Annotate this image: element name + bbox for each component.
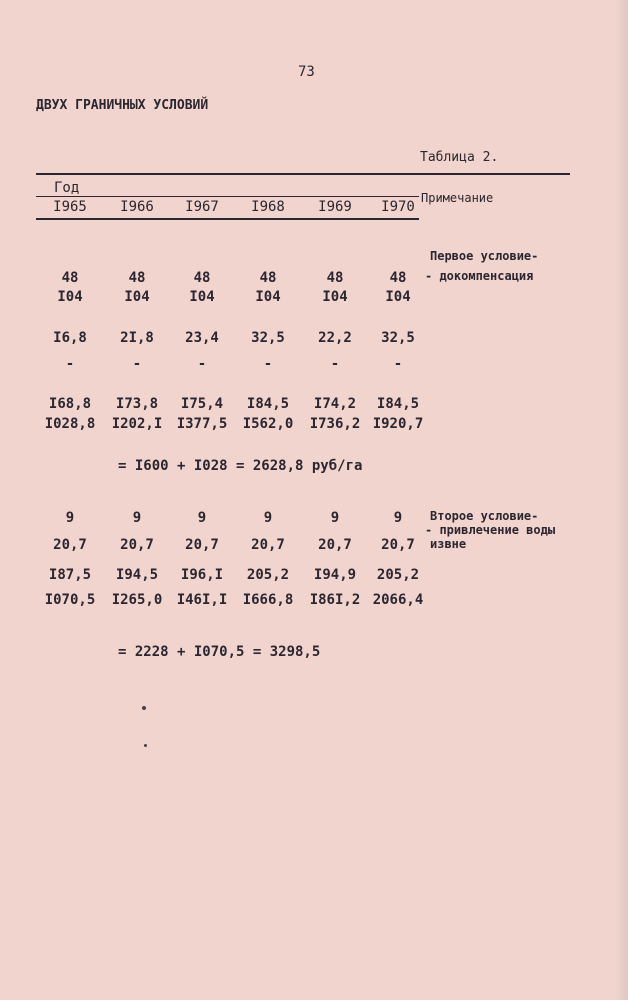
year-header-rule (36, 196, 419, 197)
table-cell: 9 (197, 510, 207, 526)
condition2-formula: = 2228 + I070,5 = 3298,5 (118, 644, 321, 660)
table-cell: 48 (193, 270, 211, 286)
condition1-note-line1: Первое условие- (430, 249, 539, 263)
table-cell: 48 (259, 270, 277, 286)
table-cell: - (65, 356, 75, 372)
table-cell: 20,7 (381, 537, 415, 553)
table-cell: - (132, 356, 142, 372)
condition1-formula: = I600 + I028 = 2628,8 руб/га (118, 458, 363, 474)
note-header: Примечание (421, 191, 494, 205)
year-header: Год (54, 180, 80, 196)
table-cell: I94,9 (313, 567, 357, 583)
table-cell: 22,2 (318, 330, 352, 346)
table-caption: Таблица 2. (420, 150, 499, 165)
table-cell: 32,5 (381, 330, 415, 346)
section-heading: ДВУХ ГРАНИЧНЫХ УСЛОВИЙ (36, 98, 209, 113)
table-cell: - (393, 356, 403, 372)
table-cell: 2066,4 (372, 592, 424, 608)
table-cell: I86I,2 (309, 592, 361, 608)
table-cell: 23,4 (185, 330, 219, 346)
table-cell: I87,5 (48, 567, 92, 583)
table-cell: - (330, 356, 340, 372)
table-cell: I74,2 (313, 396, 357, 412)
table-cell: I736,2 (309, 416, 361, 432)
table-cell: 9 (330, 510, 340, 526)
table-cell: 9 (263, 510, 273, 526)
header-bottom-rule (36, 218, 419, 220)
year-cell: I969 (318, 199, 352, 215)
table-cell: 9 (393, 510, 403, 526)
year-cell: I966 (120, 199, 154, 215)
ink-speck (144, 744, 147, 747)
table-cell: 20,7 (120, 537, 154, 553)
table-cell: 32,5 (251, 330, 285, 346)
table-cell: I96,I (180, 567, 224, 583)
table-cell: 48 (128, 270, 146, 286)
table-cell: I94,5 (115, 567, 159, 583)
ink-speck (142, 706, 146, 710)
condition2-note-line3: извне (430, 537, 467, 551)
table-cell: I04 (322, 289, 348, 305)
table-cell: I070,5 (44, 592, 96, 608)
table-cell: 48 (389, 270, 407, 286)
table-cell: 20,7 (53, 537, 87, 553)
table-cell: I84,5 (376, 396, 420, 412)
table-cell: I028,8 (44, 416, 96, 432)
page-number: 73 (298, 64, 315, 80)
condition2-note-line2: - привлечение воды (425, 523, 556, 537)
table-cell: I04 (189, 289, 215, 305)
table-cell: 9 (132, 510, 142, 526)
table-cell: I666,8 (242, 592, 294, 608)
table-cell: 20,7 (318, 537, 352, 553)
table-cell: - (263, 356, 273, 372)
table-cell: I04 (385, 289, 411, 305)
table-top-rule (36, 173, 570, 175)
table-cell: I04 (255, 289, 281, 305)
table-cell: 48 (61, 270, 79, 286)
table-cell: 20,7 (251, 537, 285, 553)
table-cell: I04 (124, 289, 150, 305)
table-cell: I75,4 (180, 396, 224, 412)
table-cell: 48 (326, 270, 344, 286)
table-cell: I04 (57, 289, 83, 305)
table-cell: 2I,8 (120, 330, 154, 346)
year-cell: I970 (381, 199, 415, 215)
table-cell: I377,5 (176, 416, 228, 432)
table-cell: I920,7 (372, 416, 424, 432)
table-cell: 20,7 (185, 537, 219, 553)
table-cell: I68,8 (48, 396, 92, 412)
year-cell: I967 (185, 199, 219, 215)
page-edge-shadow (614, 0, 628, 1000)
table-cell: I562,0 (242, 416, 294, 432)
year-cell: I968 (251, 199, 285, 215)
table-cell: I73,8 (115, 396, 159, 412)
table-cell: 205,2 (376, 567, 420, 583)
year-cell: I965 (53, 199, 87, 215)
condition2-note-line1: Второе условие- (430, 509, 539, 523)
table-cell: I202,I (111, 416, 163, 432)
table-cell: I6,8 (53, 330, 87, 346)
table-cell: 205,2 (246, 567, 290, 583)
table-cell: I265,0 (111, 592, 163, 608)
table-cell: I46I,I (176, 592, 228, 608)
condition1-note-line2: - докомпенсация (425, 269, 534, 283)
table-cell: 9 (65, 510, 75, 526)
table-cell: I84,5 (246, 396, 290, 412)
table-cell: - (197, 356, 207, 372)
